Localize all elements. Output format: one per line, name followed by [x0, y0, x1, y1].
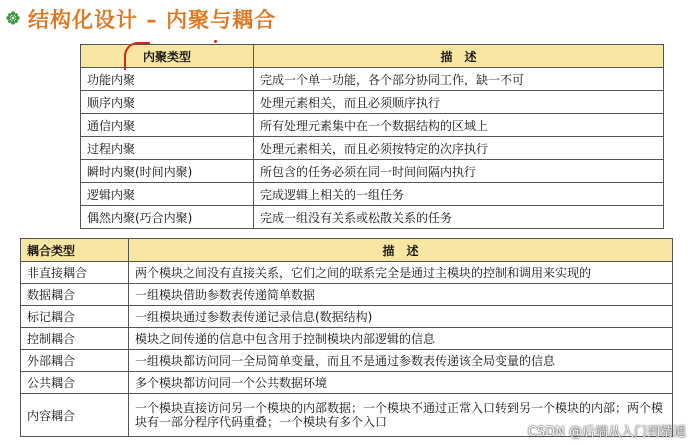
cohesion-desc: 完成逻辑上相关的一组任务	[254, 183, 664, 206]
coupling-type: 标记耦合	[21, 306, 129, 328]
coupling-desc: 模块之间传递的信息中包含用于控制模块内部逻辑的信息	[129, 328, 673, 350]
cohesion-type-header: 内聚类型	[81, 45, 254, 68]
coupling-type: 公共耦合	[21, 372, 129, 394]
table-row	[81, 183, 664, 206]
annotation-dot-mark	[214, 40, 217, 43]
cohesion-type: 功能内聚	[81, 68, 254, 91]
table-row	[21, 306, 673, 328]
cohesion-type: 逻辑内聚	[81, 183, 254, 206]
cohesion-type: 偶然内聚(巧合内聚)	[81, 206, 254, 229]
table-row	[81, 160, 664, 183]
cohesion-desc: 所包含的任务必须在同一时间间隔内执行	[254, 160, 664, 183]
table-row	[81, 91, 664, 114]
cohesion-type: 通信内聚	[81, 114, 254, 137]
title-row	[0, 0, 692, 36]
coupling-type-header: 耦合类型	[21, 239, 129, 262]
coupling-desc: 一组模块借助参数表传递简单数据	[129, 284, 673, 306]
table-row	[81, 114, 664, 137]
table-row	[81, 68, 664, 91]
page-title: 结构化设计 – 内聚与耦合	[28, 8, 277, 32]
table-row	[21, 372, 673, 394]
cohesion-type: 过程内聚	[81, 137, 254, 160]
cohesion-desc-header: 描 述	[254, 45, 664, 68]
coupling-type: 外部耦合	[21, 350, 129, 372]
table-row	[21, 284, 673, 306]
cohesion-desc: 完成一组没有关系或松散关系的任务	[254, 206, 664, 229]
cohesion-desc: 完成一个单一功能，各个部分协同工作，缺一不可	[254, 68, 664, 91]
table-row	[81, 206, 664, 229]
table-row	[21, 262, 673, 284]
coupling-type: 内容耦合	[21, 394, 129, 437]
cohesion-type: 瞬时内聚(时间内聚)	[81, 160, 254, 183]
coupling-desc-header: 描 述	[129, 239, 673, 262]
cohesion-desc: 所有处理元素集中在一个数据结构的区域上	[254, 114, 664, 137]
cohesion-header-row	[81, 45, 664, 68]
coupling-desc: 多个模块都访问同一个公共数据环境	[129, 372, 673, 394]
coupling-type: 非直接耦合	[21, 262, 129, 284]
table-row	[21, 328, 673, 350]
coupling-type: 控制耦合	[21, 328, 129, 350]
cohesion-desc: 处理元素相关，而且必须顺序执行	[254, 91, 664, 114]
coupling-type: 数据耦合	[21, 284, 129, 306]
cohesion-type: 顺序内聚	[81, 91, 254, 114]
coupling-desc: 两个模块之间没有直接关系，它们之间的联系完全是通过主模块的控制和调用来实现的	[129, 262, 673, 284]
coupling-desc: 一组模块通过参数表传递记录信息(数据结构)	[129, 306, 673, 328]
cohesion-desc: 处理元素相关，而且必须按特定的次序执行	[254, 137, 664, 160]
table-row	[21, 350, 673, 372]
cohesion-table	[80, 44, 664, 229]
coupling-desc: 一组模块都访问同一全局简单变量，而且不是通过参数表传递该全局变量的信息	[129, 350, 673, 372]
table-row	[81, 137, 664, 160]
coupling-desc: 一个模块直接访问另一个模块的内部数据；一个模块不通过正常入口转到另一个模块的内部；两个模块有一部分程序代码重叠；一个模块有多个入口	[129, 394, 673, 437]
coupling-table	[20, 238, 673, 437]
watermark: CSDN @后端从入门到精通	[527, 425, 686, 440]
flower-bullet-icon	[6, 11, 20, 25]
coupling-header-row	[21, 239, 673, 262]
